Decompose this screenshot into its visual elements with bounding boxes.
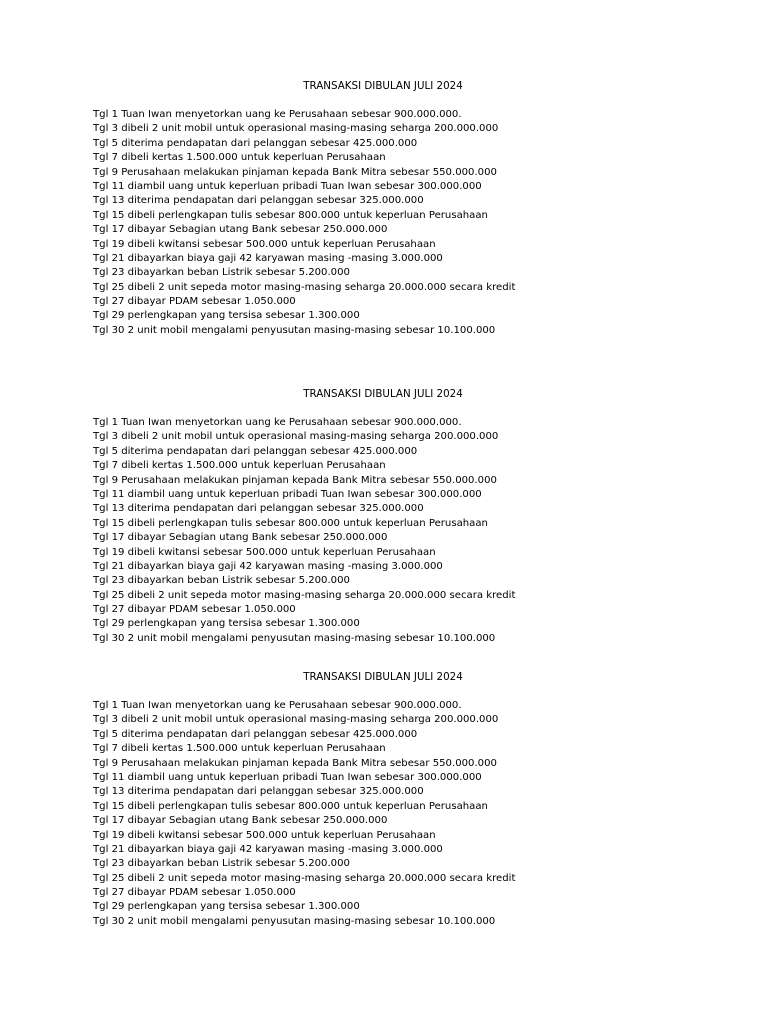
transaction-line: Tgl 11 diambil uang untuk keperluan pribadi Tuan Iwan sebesar 300.000.000 [93,771,482,783]
transaction-line: Tgl 29 perlengkapan yang tersisa sebesar 1.300.000 [93,618,360,630]
transaction-line: Tgl 7 dibeli kertas 1.500.000 untuk keperluan Perusahaan [93,460,386,472]
transaction-line: Tgl 23 dibayarkan beban Listrik sebesar 5.200.000 [93,267,350,279]
transaction-line: Tgl 9 Perusahaan melakukan pinjaman kepada Bank Mitra sebesar 550.000.000 [93,474,497,486]
transaction-line: Tgl 27 dibayar PDAM sebesar 1.050.000 [93,296,296,308]
transaction-line: Tgl 30 2 unit mobil mengalami penyusutan masing-masing sebesar 10.100.000 [93,324,496,336]
transaction-line: Tgl 19 dibeli kwitansi sebesar 500.000 untuk keperluan Perusahaan [93,546,436,558]
transaction-line: Tgl 13 diterima pendapatan dari pelanggan sebesar 325.000.000 [93,503,424,515]
transaction-line: Tgl 1 Tuan Iwan menyetorkan uang ke Perusahaan sebesar 900.000.000. [93,417,462,428]
transaction-line: Tgl 17 dibayar Sebagian utang Bank sebesar 250.000.000 [93,815,388,827]
transaction-line: Tgl 21 dibayarkan biaya gaji 42 karyawan masing -masing 3.000.000 [93,560,443,572]
transaction-section-2 [93,387,693,646]
transaction-list [93,108,693,338]
transaction-line: Tgl 7 dibeli kertas 1.500.000 untuk keperluan Perusahaan [93,152,386,164]
transaction-line: Tgl 30 2 unit mobil mengalami penyusutan masing-masing sebesar 10.100.000 [93,632,496,644]
transaction-line: Tgl 27 dibayar PDAM sebesar 1.050.000 [93,604,296,616]
transaction-line: Tgl 21 dibayarkan biaya gaji 42 karyawan masing -masing 3.000.000 [93,843,443,855]
transaction-line: Tgl 5 diterima pendapatan dari pelanggan sebesar 425.000.000 [93,728,418,740]
transaction-list [93,699,693,929]
transaction-line: Tgl 5 diterima pendapatan dari pelanggan sebesar 425.000.000 [93,445,418,457]
transaction-line: Tgl 30 2 unit mobil mengalami penyusutan masing-masing sebesar 10.100.000 [93,915,496,927]
transaction-line: Tgl 3 dibeli 2 unit mobil untuk operasional masing-masing seharga 200.000.000 [93,123,499,135]
transaction-line: Tgl 23 dibayarkan beban Listrik sebesar 5.200.000 [93,858,350,870]
transaction-line: Tgl 13 diterima pendapatan dari pelanggan sebesar 325.000.000 [93,786,424,798]
transaction-line: Tgl 19 dibeli kwitansi sebesar 500.000 untuk keperluan Perusahaan [93,238,436,250]
transaction-line: Tgl 27 dibayar PDAM sebesar 1.050.000 [93,887,296,899]
transaction-line: Tgl 17 dibayar Sebagian utang Bank sebesar 250.000.000 [93,532,388,544]
transaction-line: Tgl 11 diambil uang untuk keperluan pribadi Tuan Iwan sebesar 300.000.000 [93,180,482,192]
transaction-line: Tgl 15 dibeli perlengkapan tulis sebesar 800.000 untuk keperluan Perusahaan [93,517,488,529]
transaction-line: Tgl 23 dibayarkan beban Listrik sebesar 5.200.000 [93,575,350,587]
transaction-section-3 [93,670,693,929]
transaction-line: Tgl 29 perlengkapan yang tersisa sebesar 1.300.000 [93,901,360,913]
transaction-line: Tgl 7 dibeli kertas 1.500.000 untuk keperluan Perusahaan [93,743,386,755]
section-title: TRANSAKSI DIBULAN JULI 2024 [303,388,463,400]
transaction-line: Tgl 3 dibeli 2 unit mobil untuk operasional masing-masing seharga 200.000.000 [93,714,499,726]
transaction-line: Tgl 9 Perusahaan melakukan pinjaman kepada Bank Mitra sebesar 550.000.000 [93,166,497,178]
transaction-line: Tgl 9 Perusahaan melakukan pinjaman kepada Bank Mitra sebesar 550.000.000 [93,757,497,769]
transaction-line: Tgl 3 dibeli 2 unit mobil untuk operasional masing-masing seharga 200.000.000 [93,431,499,443]
transaction-line: Tgl 25 dibeli 2 unit sepeda motor masing-masing seharga 20.000.000 secara kredit [93,589,516,601]
transaction-line: Tgl 29 perlengkapan yang tersisa sebesar 1.300.000 [93,310,360,322]
transaction-line: Tgl 11 diambil uang untuk keperluan pribadi Tuan Iwan sebesar 300.000.000 [93,488,482,500]
section-title: TRANSAKSI DIBULAN JULI 2024 [303,671,463,683]
section-title: TRANSAKSI DIBULAN JULI 2024 [303,80,463,92]
transaction-line: Tgl 1 Tuan Iwan menyetorkan uang ke Perusahaan sebesar 900.000.000. [93,109,462,120]
transaction-line: Tgl 1 Tuan Iwan menyetorkan uang ke Perusahaan sebesar 900.000.000. [93,700,462,711]
transaction-line: Tgl 25 dibeli 2 unit sepeda motor masing-masing seharga 20.000.000 secara kredit [93,281,516,293]
transaction-line: Tgl 15 dibeli perlengkapan tulis sebesar 800.000 untuk keperluan Perusahaan [93,800,488,812]
transaction-line: Tgl 13 diterima pendapatan dari pelanggan sebesar 325.000.000 [93,195,424,207]
transaction-section-1 [93,79,693,338]
transaction-line: Tgl 19 dibeli kwitansi sebesar 500.000 untuk keperluan Perusahaan [93,829,436,841]
transaction-line: Tgl 17 dibayar Sebagian utang Bank sebesar 250.000.000 [93,224,388,236]
transaction-line: Tgl 25 dibeli 2 unit sepeda motor masing-masing seharga 20.000.000 secara kredit [93,872,516,884]
transaction-list [93,416,693,646]
transaction-line: Tgl 15 dibeli perlengkapan tulis sebesar 800.000 untuk keperluan Perusahaan [93,209,488,221]
transaction-line: Tgl 21 dibayarkan biaya gaji 42 karyawan masing -masing 3.000.000 [93,252,443,264]
transaction-line: Tgl 5 diterima pendapatan dari pelanggan sebesar 425.000.000 [93,137,418,149]
